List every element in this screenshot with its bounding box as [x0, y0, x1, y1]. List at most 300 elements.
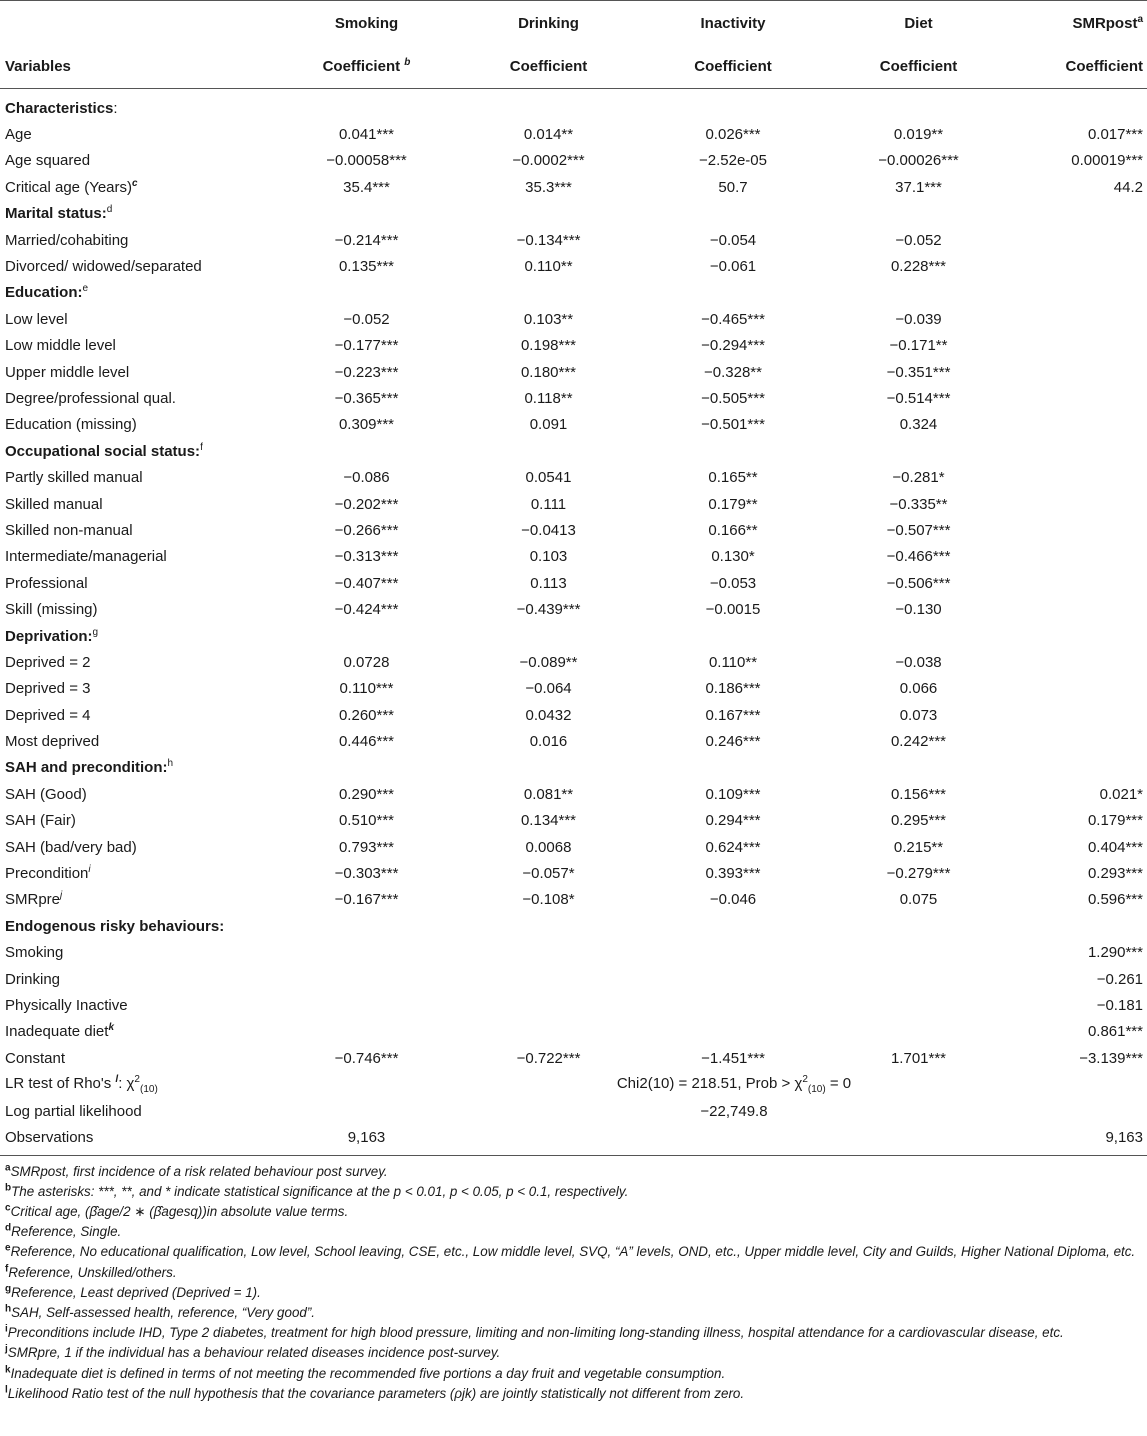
table-cell — [1010, 438, 1147, 464]
footnote-mark: d — [5, 1222, 12, 1234]
row-label — [0, 148, 275, 174]
table-cell — [827, 89, 1010, 122]
footnote — [5, 1364, 1142, 1384]
table-cell: 0.198*** — [520, 337, 577, 355]
footnote-text: Critical age, (β̂age/2 ∗ (β̂agesq))in absolute value terms. — [10, 1204, 349, 1220]
row-label-text: Drinking — [5, 970, 61, 988]
table-cell — [639, 280, 827, 306]
table-row — [0, 781, 1147, 807]
table-cell: −0.514*** — [886, 389, 951, 407]
table-cell: 0.179** — [708, 495, 758, 513]
row-label — [0, 306, 275, 332]
row-label-text: Most deprived — [5, 733, 100, 751]
footnote-text: SAH, Self-assessed health, reference, “Very good”. — [11, 1305, 316, 1321]
table-body — [0, 89, 1147, 1156]
table-cell: 0.135*** — [338, 258, 395, 276]
row-label-text: Degree/professional qual. — [5, 389, 176, 407]
table-cell: −0.279*** — [886, 865, 951, 883]
footnote-mark: g — [92, 626, 99, 638]
table-row — [0, 570, 1147, 596]
footnote-text: SMRpost, first incidence of a risk related behaviour post survey. — [10, 1163, 388, 1179]
table-cell: 0.110** — [524, 258, 573, 276]
footnote-mark: l — [5, 1384, 8, 1396]
table-cell — [827, 755, 1010, 781]
table-cell: −0.061 — [709, 258, 757, 276]
table-cell: 0.103** — [523, 310, 574, 328]
table-cell — [1010, 596, 1147, 622]
table-cell — [275, 438, 458, 464]
table-cell: 0.019** — [893, 126, 944, 144]
row-label-text: SMRpre — [5, 891, 61, 909]
section-row — [0, 438, 1147, 464]
table-cell: −0.424*** — [334, 601, 399, 619]
table-cell — [458, 623, 639, 649]
row-label-text: Intermediate/managerial — [5, 548, 167, 566]
table-cell — [827, 438, 1010, 464]
table-cell: 0.393*** — [705, 865, 761, 883]
table-cell: 35.3*** — [525, 178, 572, 196]
table-cell: −0.089** — [519, 653, 578, 671]
table-row — [0, 860, 1147, 886]
table-cell — [1010, 728, 1147, 754]
table-cell — [1010, 676, 1147, 702]
row-label-text: Low level — [5, 310, 68, 328]
table-row — [0, 649, 1147, 675]
table-cell: 0.624*** — [705, 838, 761, 856]
table-cell: 0.186*** — [705, 680, 761, 698]
table-cell — [827, 940, 1010, 966]
table-cell — [1010, 544, 1147, 570]
table-cell: 0.290*** — [338, 785, 395, 803]
row-label — [0, 913, 275, 939]
table-cell: 0.110** — [708, 653, 758, 671]
footnote-mark: e — [82, 283, 89, 295]
table-cell — [1010, 1071, 1147, 1097]
table-cell: 0.0068 — [525, 838, 572, 856]
table-cell: 0.861*** — [1087, 1023, 1143, 1041]
table-cell — [1010, 89, 1147, 122]
table-row — [0, 464, 1147, 490]
row-label-text: Constant — [5, 1049, 66, 1067]
table-row — [0, 174, 1147, 200]
column-subheader — [458, 45, 639, 89]
row-label — [0, 89, 275, 122]
row-label-text: Occupational social status: — [5, 442, 201, 460]
footnote-mark: i — [88, 864, 91, 876]
footnote-mark: h — [5, 1303, 12, 1315]
table-cell: 0.156*** — [890, 785, 947, 803]
table-cell: 0.0432 — [525, 706, 572, 724]
table-row — [0, 834, 1147, 860]
table-cell: 37.1*** — [895, 178, 942, 196]
table-cell: −0.167*** — [334, 891, 399, 909]
table-cell — [1010, 253, 1147, 279]
table-cell: −0.039 — [895, 310, 942, 328]
table-cell: −0.038 — [895, 653, 942, 671]
table-cell: −0.0015 — [705, 601, 761, 619]
table-footnotes — [0, 1156, 1147, 1404]
table-row — [0, 517, 1147, 543]
table-cell: 0.014** — [523, 126, 574, 144]
footnote-text: Reference, Unskilled/others. — [8, 1264, 177, 1280]
table-cell: 0.021* — [1099, 785, 1143, 803]
lr-test-label: LR test of Rho's — [5, 1074, 112, 1092]
table-row — [0, 887, 1147, 913]
row-label — [0, 121, 275, 147]
table-cell: −0.130 — [895, 601, 942, 619]
section-row — [0, 913, 1147, 939]
table-cell: 0.134*** — [520, 812, 577, 830]
table-cell: 0.00019*** — [1071, 152, 1143, 170]
table-cell: 0.309*** — [338, 416, 395, 434]
footnote-text: Inadequate diet is defined in terms of not meeting the recommended five portions a day fruit and vegetable consumption. — [10, 1365, 726, 1381]
table-row — [0, 227, 1147, 253]
row-label — [0, 1045, 275, 1071]
footnote-text: Reference, Single. — [11, 1224, 122, 1240]
footnote — [5, 1222, 1142, 1242]
footnote-mark: f — [5, 1263, 9, 1275]
row-label-text: Characteristics — [5, 99, 114, 117]
table-row — [0, 253, 1147, 279]
table-cell — [1010, 491, 1147, 517]
log-likelihood-value: −22,749.8 — [700, 1102, 768, 1120]
table-cell: 0.026*** — [705, 126, 761, 144]
row-label-text: SAH (Good) — [5, 785, 87, 803]
footnote-mark: h — [167, 758, 174, 770]
table-cell — [458, 966, 639, 992]
header-variables: Variables — [0, 45, 275, 89]
column-subheader — [275, 45, 458, 89]
footnote-text: Reference, Least deprived (Deprived = 1). — [11, 1284, 261, 1300]
row-label — [0, 940, 275, 966]
footnote — [5, 1182, 1142, 1202]
table-cell: 0.260*** — [338, 706, 395, 724]
table-cell — [275, 992, 458, 1018]
row-label-suffix: : — [113, 99, 118, 117]
footnote-mark: k — [5, 1364, 11, 1376]
column-subheader-label: Coefficient — [509, 58, 588, 75]
table-cell: 0.404*** — [1087, 838, 1143, 856]
table-cell — [639, 1019, 827, 1045]
footnote — [5, 1283, 1142, 1303]
table-cell: 9,163 — [1010, 1124, 1147, 1155]
lr-test-value-tail: = 0 — [825, 1074, 852, 1092]
row-label — [0, 412, 275, 438]
row-label-text: Physically Inactive — [5, 996, 128, 1014]
row-label — [0, 385, 275, 411]
section-row — [0, 89, 1147, 122]
table-cell — [639, 966, 827, 992]
table-row — [0, 992, 1147, 1018]
section-row — [0, 755, 1147, 781]
row-label-text: Endogenous risky behaviours: — [5, 917, 225, 935]
footnote-text: The asterisks: ***, **, and * indicate statistical significance at the p < 0.01, p < 0.05, p < 0.1, respectively. — [11, 1183, 629, 1199]
table-cell: −0.053 — [709, 574, 757, 592]
table-cell: −0.057* — [522, 865, 575, 883]
table-cell — [458, 1124, 639, 1155]
table-cell — [458, 438, 639, 464]
column-header — [1010, 1, 1147, 46]
table-cell — [458, 913, 639, 939]
footnote-mark: c — [132, 177, 138, 189]
footnote-mark: a — [1137, 13, 1143, 25]
table-cell — [458, 201, 639, 227]
table-cell: 0.073 — [899, 706, 938, 724]
column-subheader-label: Coefficient — [322, 58, 401, 75]
table-cell: 0.179*** — [1087, 812, 1143, 830]
table-row — [0, 676, 1147, 702]
table-cell: −0.351*** — [886, 363, 951, 381]
table-cell: −3.139*** — [1079, 1049, 1143, 1067]
footnote-mark: b — [5, 1182, 12, 1194]
table-cell: 0.167*** — [705, 706, 761, 724]
row-label-text: Critical age (Years) — [5, 178, 132, 196]
row-label — [0, 333, 275, 359]
table-cell — [1010, 623, 1147, 649]
table-cell — [275, 1019, 458, 1045]
row-label — [0, 544, 275, 570]
table-cell: −0.313*** — [334, 548, 399, 566]
table-cell — [275, 940, 458, 966]
table-cell: −0.466*** — [886, 548, 951, 566]
table-row — [0, 148, 1147, 174]
row-label — [0, 887, 275, 913]
table-cell — [275, 966, 458, 992]
table-cell — [1010, 280, 1147, 306]
row-label — [0, 728, 275, 754]
table-cell — [1010, 385, 1147, 411]
table-cell — [827, 992, 1010, 1018]
row-label — [0, 253, 275, 279]
table-cell: 0.081** — [523, 785, 574, 803]
table-cell: 0.446*** — [338, 733, 395, 751]
column-subheader — [639, 45, 827, 89]
table-row — [0, 1019, 1147, 1045]
table-cell: −0.507*** — [886, 521, 951, 539]
column-name: SMRpost — [1072, 14, 1138, 32]
table-cell: −0.365*** — [334, 389, 399, 407]
row-label-text: Precondition — [5, 865, 89, 883]
row-label-text: Deprivation: — [5, 627, 93, 645]
lr-test-value-text: Chi2(10) = 218.51, Prob > χ — [616, 1074, 803, 1092]
table-cell: −0.202*** — [334, 495, 399, 513]
table-cell: −0.046 — [709, 891, 757, 909]
table-cell: 0.510*** — [338, 812, 395, 830]
table-cell — [1010, 201, 1147, 227]
column-subheader-label: Coefficient — [694, 58, 772, 75]
table-cell: 0.091 — [529, 416, 568, 434]
footnote — [5, 1162, 1142, 1182]
table-cell: 0.075 — [899, 891, 938, 909]
table-cell — [1010, 1098, 1147, 1124]
table-cell: −0.266*** — [334, 521, 399, 539]
row-label — [0, 570, 275, 596]
table-cell — [1010, 359, 1147, 385]
footnote-text: Preconditions include IHD, Type 2 diabetes, treatment for high blood pressure, limiting and non-limiting long-standing illness, hospital attendance for a cardiovascular disease, etc. — [7, 1325, 1064, 1341]
footnote-mark: c — [5, 1202, 11, 1214]
table-cell: −0.0413 — [521, 521, 576, 539]
table-cell — [1010, 649, 1147, 675]
row-label — [0, 860, 275, 886]
table-row — [0, 702, 1147, 728]
footnote — [5, 1303, 1142, 1323]
footnote-mark: j — [5, 1343, 8, 1355]
row-label — [0, 755, 275, 781]
row-label — [0, 491, 275, 517]
table-cell — [275, 755, 458, 781]
table-cell: 0.110*** — [339, 680, 394, 698]
footnote — [5, 1202, 1142, 1222]
table-cell: 0.246*** — [705, 733, 761, 751]
table-cell — [827, 280, 1010, 306]
row-label — [0, 359, 275, 385]
observations-row — [0, 1124, 1147, 1155]
table-cell: −0.328** — [704, 363, 762, 381]
table-cell: −0.294*** — [701, 337, 765, 355]
row-label-text: SAH (bad/very bad) — [5, 838, 137, 856]
table-cell: −0.134*** — [516, 231, 581, 249]
column-subheader — [827, 45, 1010, 89]
table-header — [0, 1, 1147, 89]
table-cell — [1010, 306, 1147, 332]
table-row — [0, 121, 1147, 147]
table-cell: 0.180*** — [520, 363, 577, 381]
row-label — [0, 517, 275, 543]
row-label — [0, 781, 275, 807]
table-cell — [275, 280, 458, 306]
footnote — [5, 1343, 1142, 1363]
table-cell: 1.290*** — [1087, 944, 1143, 962]
row-label — [0, 227, 275, 253]
footnote-text: SMRpre, 1 if the individual has a behaviour related diseases incidence post-survey. — [7, 1345, 501, 1361]
row-label-text: Upper middle level — [5, 363, 130, 381]
table-cell — [639, 201, 827, 227]
table-cell — [827, 1124, 1010, 1155]
footnote-mark: l — [115, 1073, 119, 1085]
table-cell: 1.701*** — [890, 1049, 947, 1067]
column-header — [275, 1, 458, 46]
table-cell — [639, 755, 827, 781]
table-cell — [639, 1124, 827, 1155]
table-cell — [275, 1098, 458, 1124]
row-label-text: Inadequate diet — [5, 1023, 109, 1041]
column-name: Smoking — [334, 14, 399, 32]
row-label-text: Skill (missing) — [5, 601, 98, 619]
row-label — [0, 464, 275, 490]
table-row — [0, 359, 1147, 385]
column-header — [639, 1, 827, 46]
footnote-text: Likelihood Ratio test of the null hypothesis that the covariance parameters (ρjk) are jointly statistically not different from zero. — [7, 1385, 745, 1401]
table-cell: 0.596*** — [1087, 891, 1143, 909]
table-cell — [639, 913, 827, 939]
row-label-text: Deprived = 2 — [5, 653, 91, 671]
row-label — [0, 676, 275, 702]
table-cell: −0.054 — [709, 231, 757, 249]
table-cell — [458, 1019, 639, 1045]
table-cell — [458, 280, 639, 306]
row-label — [0, 174, 275, 200]
table-cell — [275, 201, 458, 227]
table-cell — [827, 913, 1010, 939]
table-cell: 0.041*** — [338, 126, 395, 144]
row-label-text: Low middle level — [5, 337, 116, 355]
table-cell — [1010, 333, 1147, 359]
table-cell: −0.0002*** — [512, 152, 585, 170]
table-cell: −0.439*** — [516, 601, 581, 619]
table-cell: −0.465*** — [701, 310, 765, 328]
row-label — [0, 992, 275, 1018]
row-label-text: Deprived = 3 — [5, 680, 91, 698]
table-cell — [639, 438, 827, 464]
table-cell: 0.017*** — [1087, 126, 1143, 144]
table-cell: −1.451*** — [701, 1049, 765, 1067]
row-label: Log partial likelihood — [5, 1102, 142, 1120]
table-cell: −0.00058*** — [326, 152, 407, 170]
table-row — [0, 940, 1147, 966]
footnote-text: Reference, No educational qualification, Low level, School leaving, CSE, etc., Low middle level, SVQ, “A” levels, OND, etc., Upper middle level, City and Guilds, Higher National Diploma, etc. — [10, 1244, 1136, 1260]
table-cell: 0.111 — [530, 495, 567, 513]
column-header — [827, 1, 1010, 46]
table-cell: 35.4*** — [343, 178, 390, 196]
row-label — [0, 438, 275, 464]
log-likelihood-row — [0, 1098, 1147, 1124]
table-cell: 0.113 — [530, 574, 567, 592]
row-label — [0, 702, 275, 728]
table-cell — [1010, 702, 1147, 728]
row-label — [0, 596, 275, 622]
row-label — [0, 623, 275, 649]
table-row — [0, 596, 1147, 622]
header-blank — [0, 1, 275, 46]
table-cell — [827, 201, 1010, 227]
table-cell — [639, 992, 827, 1018]
table-cell: 0.228*** — [890, 258, 947, 276]
table-cell — [275, 89, 458, 122]
table-cell: 0.295*** — [890, 812, 947, 830]
footnote — [5, 1242, 1142, 1262]
row-label — [0, 280, 275, 306]
table-cell: −0.00026*** — [878, 152, 959, 170]
table-cell — [1010, 412, 1147, 438]
table-cell: 0.166** — [708, 521, 758, 539]
row-label-text: Smoking — [5, 944, 64, 962]
table-cell: 0.130* — [711, 548, 755, 566]
row-label-text: Education (missing) — [5, 416, 137, 434]
table-cell: −0.335** — [889, 495, 948, 513]
row-label-text: SAH and precondition: — [5, 759, 168, 777]
table-cell — [275, 623, 458, 649]
table-cell: 0.793*** — [338, 838, 395, 856]
row-label-text: Professional — [5, 574, 88, 592]
table-row — [0, 808, 1147, 834]
lr-test-df: (10) — [139, 1083, 158, 1095]
table-cell: 50.7 — [718, 178, 748, 196]
table-cell — [1010, 913, 1147, 939]
table-cell — [827, 1019, 1010, 1045]
row-label — [0, 1019, 275, 1045]
table-row — [0, 544, 1147, 570]
table-cell: −0.052 — [343, 310, 390, 328]
row-label: Observations — [0, 1124, 275, 1155]
row-label-text: Divorced/ widowed/separated — [5, 258, 202, 276]
table-cell: 0.016 — [529, 733, 568, 751]
row-label — [0, 649, 275, 675]
row-label — [0, 808, 275, 834]
table-cell: −0.746*** — [334, 1049, 399, 1067]
footnote-mark: j — [60, 890, 63, 902]
table-cell — [1010, 570, 1147, 596]
row-label — [0, 966, 275, 992]
